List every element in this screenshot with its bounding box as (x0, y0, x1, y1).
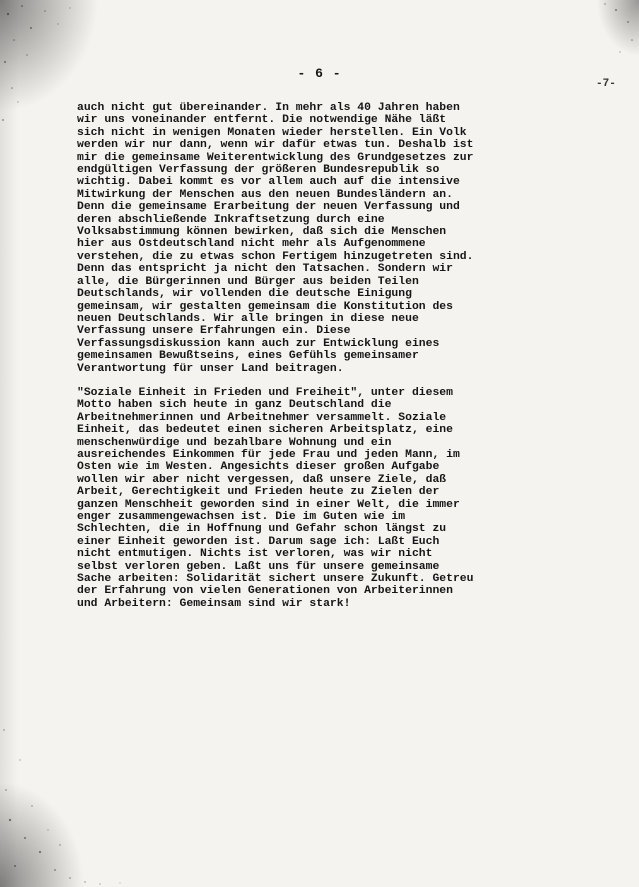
text-line: endgültigen Verfassung der größeren Bundesrepublik so (77, 164, 440, 177)
text-line: deren abschließende Inkraftsetzung durch eine (77, 213, 385, 226)
text-line: Denn das entspricht ja nicht den Tatsachen. Sondern wir (77, 263, 453, 276)
text-line: Verfassungsdiskussion kann auch zur Entwicklung eines (77, 337, 440, 350)
text-line: menschenwürdige und bezahlbare Wohnung und ein (77, 436, 392, 449)
text-line: sich nicht in wenigen Monaten wieder herstellen. Ein Volk (77, 126, 467, 139)
text-line: Verantwortung für unser Land beitragen. (77, 362, 344, 375)
text-line: ganzen Menschheit geworden sind in einer Welt, die immer (77, 498, 460, 511)
text-line: wollen wir aber nicht vergessen, daß unsere Ziele, daß (77, 473, 447, 486)
text-line: Sache arbeiten: Solidarität sichert unsere Zukunft. Getreu (77, 573, 474, 586)
text-line: ausreichendes Einkommen für jede Frau und jeden Mann, im (77, 448, 460, 461)
text-line: mir die gemeinsame Weiterentwicklung des Grundgesetzes zur (77, 151, 474, 164)
text-line: der Erfahrung von vielen Generationen von Arbeiterinnen (77, 585, 453, 598)
text-line: Verfassung unsere Erfahrungen ein. Diese (77, 325, 351, 338)
text-line: nicht entmutigen. Nichts ist verloren, was wir nicht (77, 548, 433, 561)
body-text (77, 102, 507, 610)
text-line: enger zusammengewachsen ist. Die im Guten wie im (77, 511, 406, 523)
paragraph-2 (77, 387, 507, 610)
text-line: neuen Deutschlands. Wir alle bringen in diese neue (77, 312, 419, 325)
text-line: Osten wie im Westen. Angesichts dieser großen Aufgabe (77, 461, 440, 474)
text-line: selbst verloren geben. Laßt uns für unsere gemeinsame (77, 560, 440, 573)
text-line: verstehen, die zu etwas schon Fertigem hinzugetreten sind. (77, 250, 474, 263)
text-line: gemeinsam, wir gestalten gemeinsam die Konstitution des (77, 300, 453, 313)
text-line: einer Einheit geworden ist. Darum sage ich: Laßt Euch (77, 535, 440, 548)
text-line: wir uns voneinander entfernt. Die notwendige Nähe läßt (77, 114, 447, 127)
corner-mark: -7- (596, 78, 616, 90)
text-line: werden wir nur dann, wenn wir dafür etwas tun. Deshalb ist (77, 139, 474, 152)
text-line: Arbeitnehmerinnen und Arbeitnehmer versammelt. Soziale (77, 411, 447, 424)
text-line: hier aus Ostdeutschland nicht mehr als Aufgenommene (77, 238, 426, 251)
text-line: Arbeit, Gerechtigkeit und Frieden heute zu Zielen der (77, 486, 440, 499)
text-line: Einheit, das bedeutet einen sicheren Arbeitsplatz, eine (77, 424, 453, 437)
text-line: und Arbeitern: Gemeinsam sind wir stark! (77, 597, 351, 610)
text-line: Deutschlands, wir vollenden die deutsche Einigung (77, 288, 412, 301)
text-line: alle, die Bürgerinnen und Bürger aus beiden Teilen (77, 275, 419, 288)
text-line: "Soziale Einheit in Frieden und Freiheit", unter diesem (77, 386, 453, 399)
text-line: Schlechten, die in Hoffnung und Gefahr schon längst zu (77, 523, 447, 536)
page-number: - 6 - (297, 66, 342, 81)
text-line: Mitwirkung der Menschen aus den neuen Bundesländern an. (77, 188, 453, 201)
text-line: Denn die gemeinsame Erarbeitung der neuen Verfassung und (77, 201, 460, 214)
text-line: Volksabstimmung können bewirken, daß sich die Menschen (77, 226, 447, 239)
paragraph-1 (77, 102, 507, 375)
text-line: Motto haben sich heute in ganz Deutschland die (77, 399, 392, 412)
text-line: auch nicht gut übereinander. In mehr als 40 Jahren haben (77, 102, 460, 114)
text-line: gemeinsamen Bewußtseins, eines Gefühls gemeinsamer (77, 350, 419, 363)
text-line: wichtig. Dabei kommt es vor allem auch auf die intensive (77, 176, 460, 189)
